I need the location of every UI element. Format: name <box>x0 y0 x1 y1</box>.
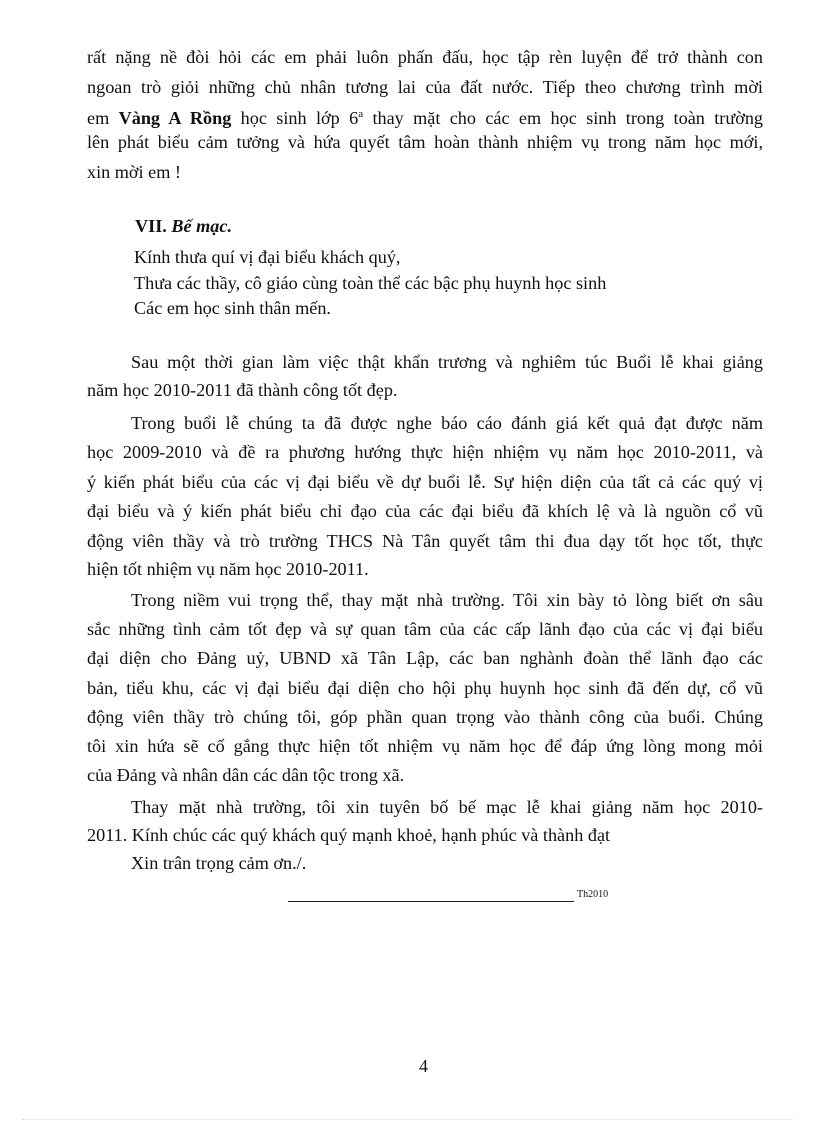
paragraph-3-line-4: đại biểu và ý kiến phát biểu chỉ đạo của các đại biểu đã khích lệ và là nguồn cổ vũ <box>87 501 763 521</box>
section-title: Bế mạc. <box>171 216 233 236</box>
paragraph-3-line-5: động viên thầy và trò trường THCS Nà Tân quyết tâm thi đua dạy tốt học tốt, thực <box>87 531 763 551</box>
page-number: 4 <box>419 1056 428 1076</box>
class-superscript: a <box>358 108 364 120</box>
signature-text: Th2010 <box>577 889 609 900</box>
paragraph-4-line-3: đại diện cho Đảng uỷ, UBND xã Tân Lập, các ban nghành đoàn thể lãnh đạo các <box>87 648 763 668</box>
paragraph-2-line-1: Sau một thời gian làm việc thật khẩn trương và nghiêm túc Buổi lễ khai giảng <box>131 352 763 372</box>
greeting-3: Các em học sinh thân mến. <box>134 298 331 318</box>
paragraph-3-line-1: Trong buổi lễ chúng ta đã được nghe báo cáo đánh giá kết quả đạt được năm <box>131 413 763 433</box>
text-suffix: thay mặt cho các em học sinh trong toàn trường <box>372 108 764 129</box>
page-bottom-border <box>22 1119 794 1120</box>
paragraph-1-line-2: ngoan trò giỏi những chủ nhân tương lai của đất nước. Tiếp theo chương trình mời <box>87 77 763 97</box>
paragraph-5-line-1: Thay mặt nhà trường, tôi xin tuyên bố bế mạc lễ khai giảng năm học 2010- <box>131 797 763 817</box>
section-number: VII. <box>135 216 167 236</box>
section-heading <box>135 214 232 238</box>
paragraph-3-line-6: hiện tốt nhiệm vụ năm học 2010-2011. <box>87 559 369 579</box>
paragraph-5-line-2: 2011. Kính chúc các quý khách quý mạnh khoẻ, hạnh phúc và thành đạt <box>87 825 611 845</box>
paragraph-4-line-4: bản, tiểu khu, các vị đại biểu đại diện cho hội phụ huynh học sinh đã đến dự, cổ vũ <box>87 678 763 698</box>
paragraph-1-line-1: rất nặng nề đòi hỏi các em phải luôn phấn đấu, học tập rèn luyện để trở thành con <box>87 47 763 67</box>
paragraph-3-line-3: ý kiến phát biểu của các vị đại biểu về dự buổi lễ. Sự hiện diện của tất cả các quý vị <box>87 472 763 492</box>
text-mid: học sinh lớp 6 <box>240 108 359 129</box>
text-prefix: em <box>87 108 110 129</box>
student-name: Vàng A Rồng <box>118 108 232 129</box>
paragraph-3-line-2: học 2009-2010 và đề ra phương hướng thực hiện nhiệm vụ năm học 2010-2011, và <box>87 442 763 462</box>
paragraph-4-line-5: động viên thầy trò chúng tôi, góp phần quan trọng vào thành công của buổi. Chúng <box>87 707 763 727</box>
paragraph-4-line-1: Trong niềm vui trọng thể, thay mặt nhà trường. Tôi xin bày tỏ lòng biết ơn sâu <box>131 590 763 610</box>
paragraph-1-line-5: xin mời em ! <box>87 162 181 182</box>
paragraph-1-line-4: lên phát biểu cảm tưởng và hứa quyết tâm hoàn thành nhiệm vụ trong năm học mới, <box>87 132 763 152</box>
paragraph-4-line-7: của Đảng và nhân dân các dân tộc trong xã. <box>87 765 405 785</box>
greeting-1: Kính thưa quí vị đại biểu khách quý, <box>134 247 401 267</box>
closing-line: Xin trân trọng cảm ơn./. <box>131 853 307 873</box>
paragraph-4-line-6: tôi xin hứa sẽ cố gắng thực hiện tốt nhiệm vụ năm học để đáp ứng lòng mong mỏi <box>87 736 763 756</box>
paragraph-2-line-2: năm học 2010-2011 đã thành công tốt đẹp. <box>87 380 398 400</box>
greeting-2: Thưa các thầy, cô giáo cùng toàn thể các bậc phụ huynh học sinh <box>134 273 607 293</box>
signature-rule <box>288 901 574 902</box>
paragraph-4-line-2: sắc những tình cảm tốt đẹp và sự quan tâm của các cấp lãnh đạo của các vị đại biểu <box>87 619 763 639</box>
